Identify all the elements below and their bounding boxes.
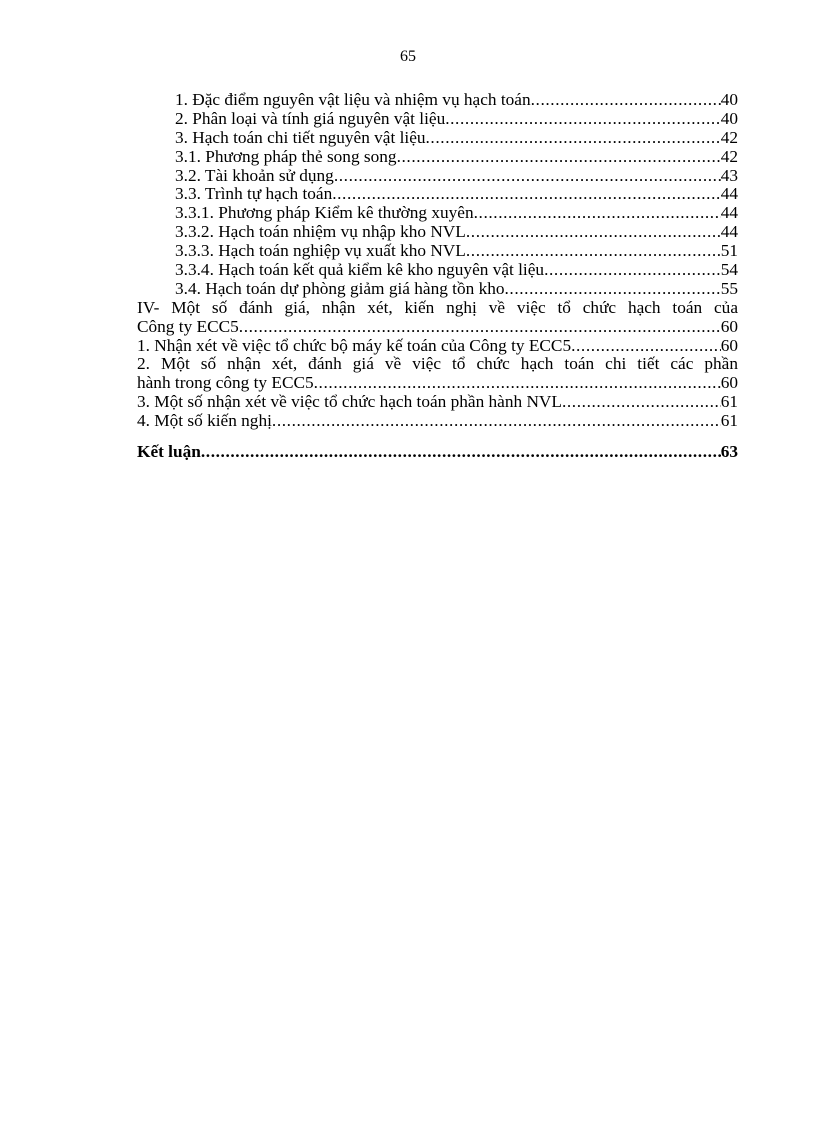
toc-entry-page: 60	[720, 374, 738, 393]
toc-entry-title: 4. Một số kiến nghị	[137, 412, 272, 431]
toc-entry[interactable]	[137, 91, 738, 110]
dot-leader	[466, 223, 721, 242]
toc-entry-title: 3.4. Hạch toán dự phòng giảm giá hàng tồn kho	[175, 279, 505, 298]
toc-entry-title: 3.1. Phương pháp thẻ song song	[175, 147, 397, 166]
toc-entry-title: 3.3.2. Hạch toán nhiệm vụ nhập kho NVL	[175, 223, 466, 242]
toc-entry-page: 44	[720, 204, 738, 223]
toc-entry-item1[interactable]	[137, 337, 738, 356]
toc-entry-title: 3. Một số nhận xét về việc tổ chức hạch toán phần hành NVL	[137, 393, 562, 412]
toc-entry-page: 42	[720, 147, 738, 166]
toc-entry[interactable]	[137, 129, 738, 148]
toc-entry-title: 3.3.1. Phương pháp Kiểm kê thường xuyên	[175, 204, 474, 223]
dot-leader	[239, 318, 721, 337]
dot-leader	[531, 91, 721, 110]
dot-leader	[334, 167, 721, 186]
toc-entry-page: 43	[720, 166, 738, 185]
toc-entry-title: 3.3. Trình tự hạch toán	[175, 185, 333, 204]
toc-entry[interactable]	[137, 148, 738, 167]
table-of-contents	[137, 91, 738, 462]
dot-leader	[314, 374, 721, 393]
toc-entry-page: 40	[720, 109, 738, 128]
toc-entry-iv-line1: IV- Một số đánh giá, nhận xét, kiến nghị về việc tổ chức hạch toán của	[137, 298, 738, 317]
dot-leader	[474, 204, 721, 223]
toc-entry-page: 60	[720, 336, 738, 355]
toc-entry-title: Công ty ECC5	[137, 317, 239, 336]
toc-entry-item3[interactable]	[137, 393, 738, 412]
toc-entry-page: 42	[720, 128, 738, 147]
toc-entry[interactable]	[137, 261, 738, 280]
toc-entry[interactable]	[137, 110, 738, 129]
dot-leader	[426, 129, 721, 148]
toc-entry-iv[interactable]	[137, 318, 738, 337]
toc-entry-page: 44	[720, 223, 738, 242]
toc-entry-page: 60	[720, 317, 738, 336]
dot-leader	[571, 337, 721, 356]
toc-entry[interactable]	[137, 223, 738, 242]
toc-entry-title: 1. Nhận xét về việc tổ chức bộ máy kế toán của Công ty ECC5	[137, 336, 572, 355]
toc-entry-page: 44	[720, 185, 738, 204]
toc-entry-conclusion[interactable]	[137, 443, 738, 462]
toc-entry-item4[interactable]	[137, 412, 738, 431]
page-number: 65	[400, 48, 416, 65]
toc-entry-title: 3.3.3. Hạch toán nghiệp vụ xuất kho NVL	[175, 242, 466, 261]
dot-leader	[544, 261, 721, 280]
toc-entry-page: 61	[720, 412, 738, 431]
toc-entry[interactable]	[137, 204, 738, 223]
toc-entry-title: 3. Hạch toán chi tiết nguyên vật liệu	[175, 128, 426, 147]
toc-entry-title: Kết luận	[137, 443, 201, 462]
toc-entry-title: 3.2. Tài khoản sử dụng	[175, 166, 334, 185]
dot-leader	[332, 185, 721, 204]
toc-entry-page: 55	[720, 279, 738, 298]
toc-entry-page: 40	[720, 91, 738, 109]
toc-entry-title: 1. Đặc điểm nguyên vật liệu và nhiệm vụ hạch toán	[175, 91, 531, 109]
toc-entry-title: 3.3.4. Hạch toán kết quả kiểm kê kho nguyên vật liệu	[175, 261, 545, 280]
dot-leader	[445, 110, 721, 129]
toc-entry[interactable]	[137, 167, 738, 186]
toc-entry[interactable]	[137, 242, 738, 261]
dot-leader	[562, 393, 721, 412]
toc-entry[interactable]	[137, 280, 738, 299]
dot-leader	[397, 148, 721, 167]
toc-entry-title: 2. Phân loại và tính giá nguyên vật liệu	[175, 109, 446, 128]
dot-leader	[466, 242, 721, 261]
dot-leader	[201, 443, 721, 462]
dot-leader	[272, 412, 721, 431]
toc-entry-page: 61	[720, 393, 738, 412]
toc-entry-page: 63	[720, 443, 738, 462]
toc-entry-title: hành trong công ty ECC5	[137, 374, 314, 393]
toc-entry-page: 51	[720, 242, 738, 261]
toc-entry-item2[interactable]	[137, 374, 738, 393]
toc-entry-page: 54	[720, 261, 738, 280]
toc-entry-item2-line1: 2. Một số nhận xét, đánh giá về việc tổ chức hạch toán chi tiết các phần	[137, 355, 738, 374]
toc-entry[interactable]	[137, 185, 738, 204]
dot-leader	[505, 280, 721, 299]
